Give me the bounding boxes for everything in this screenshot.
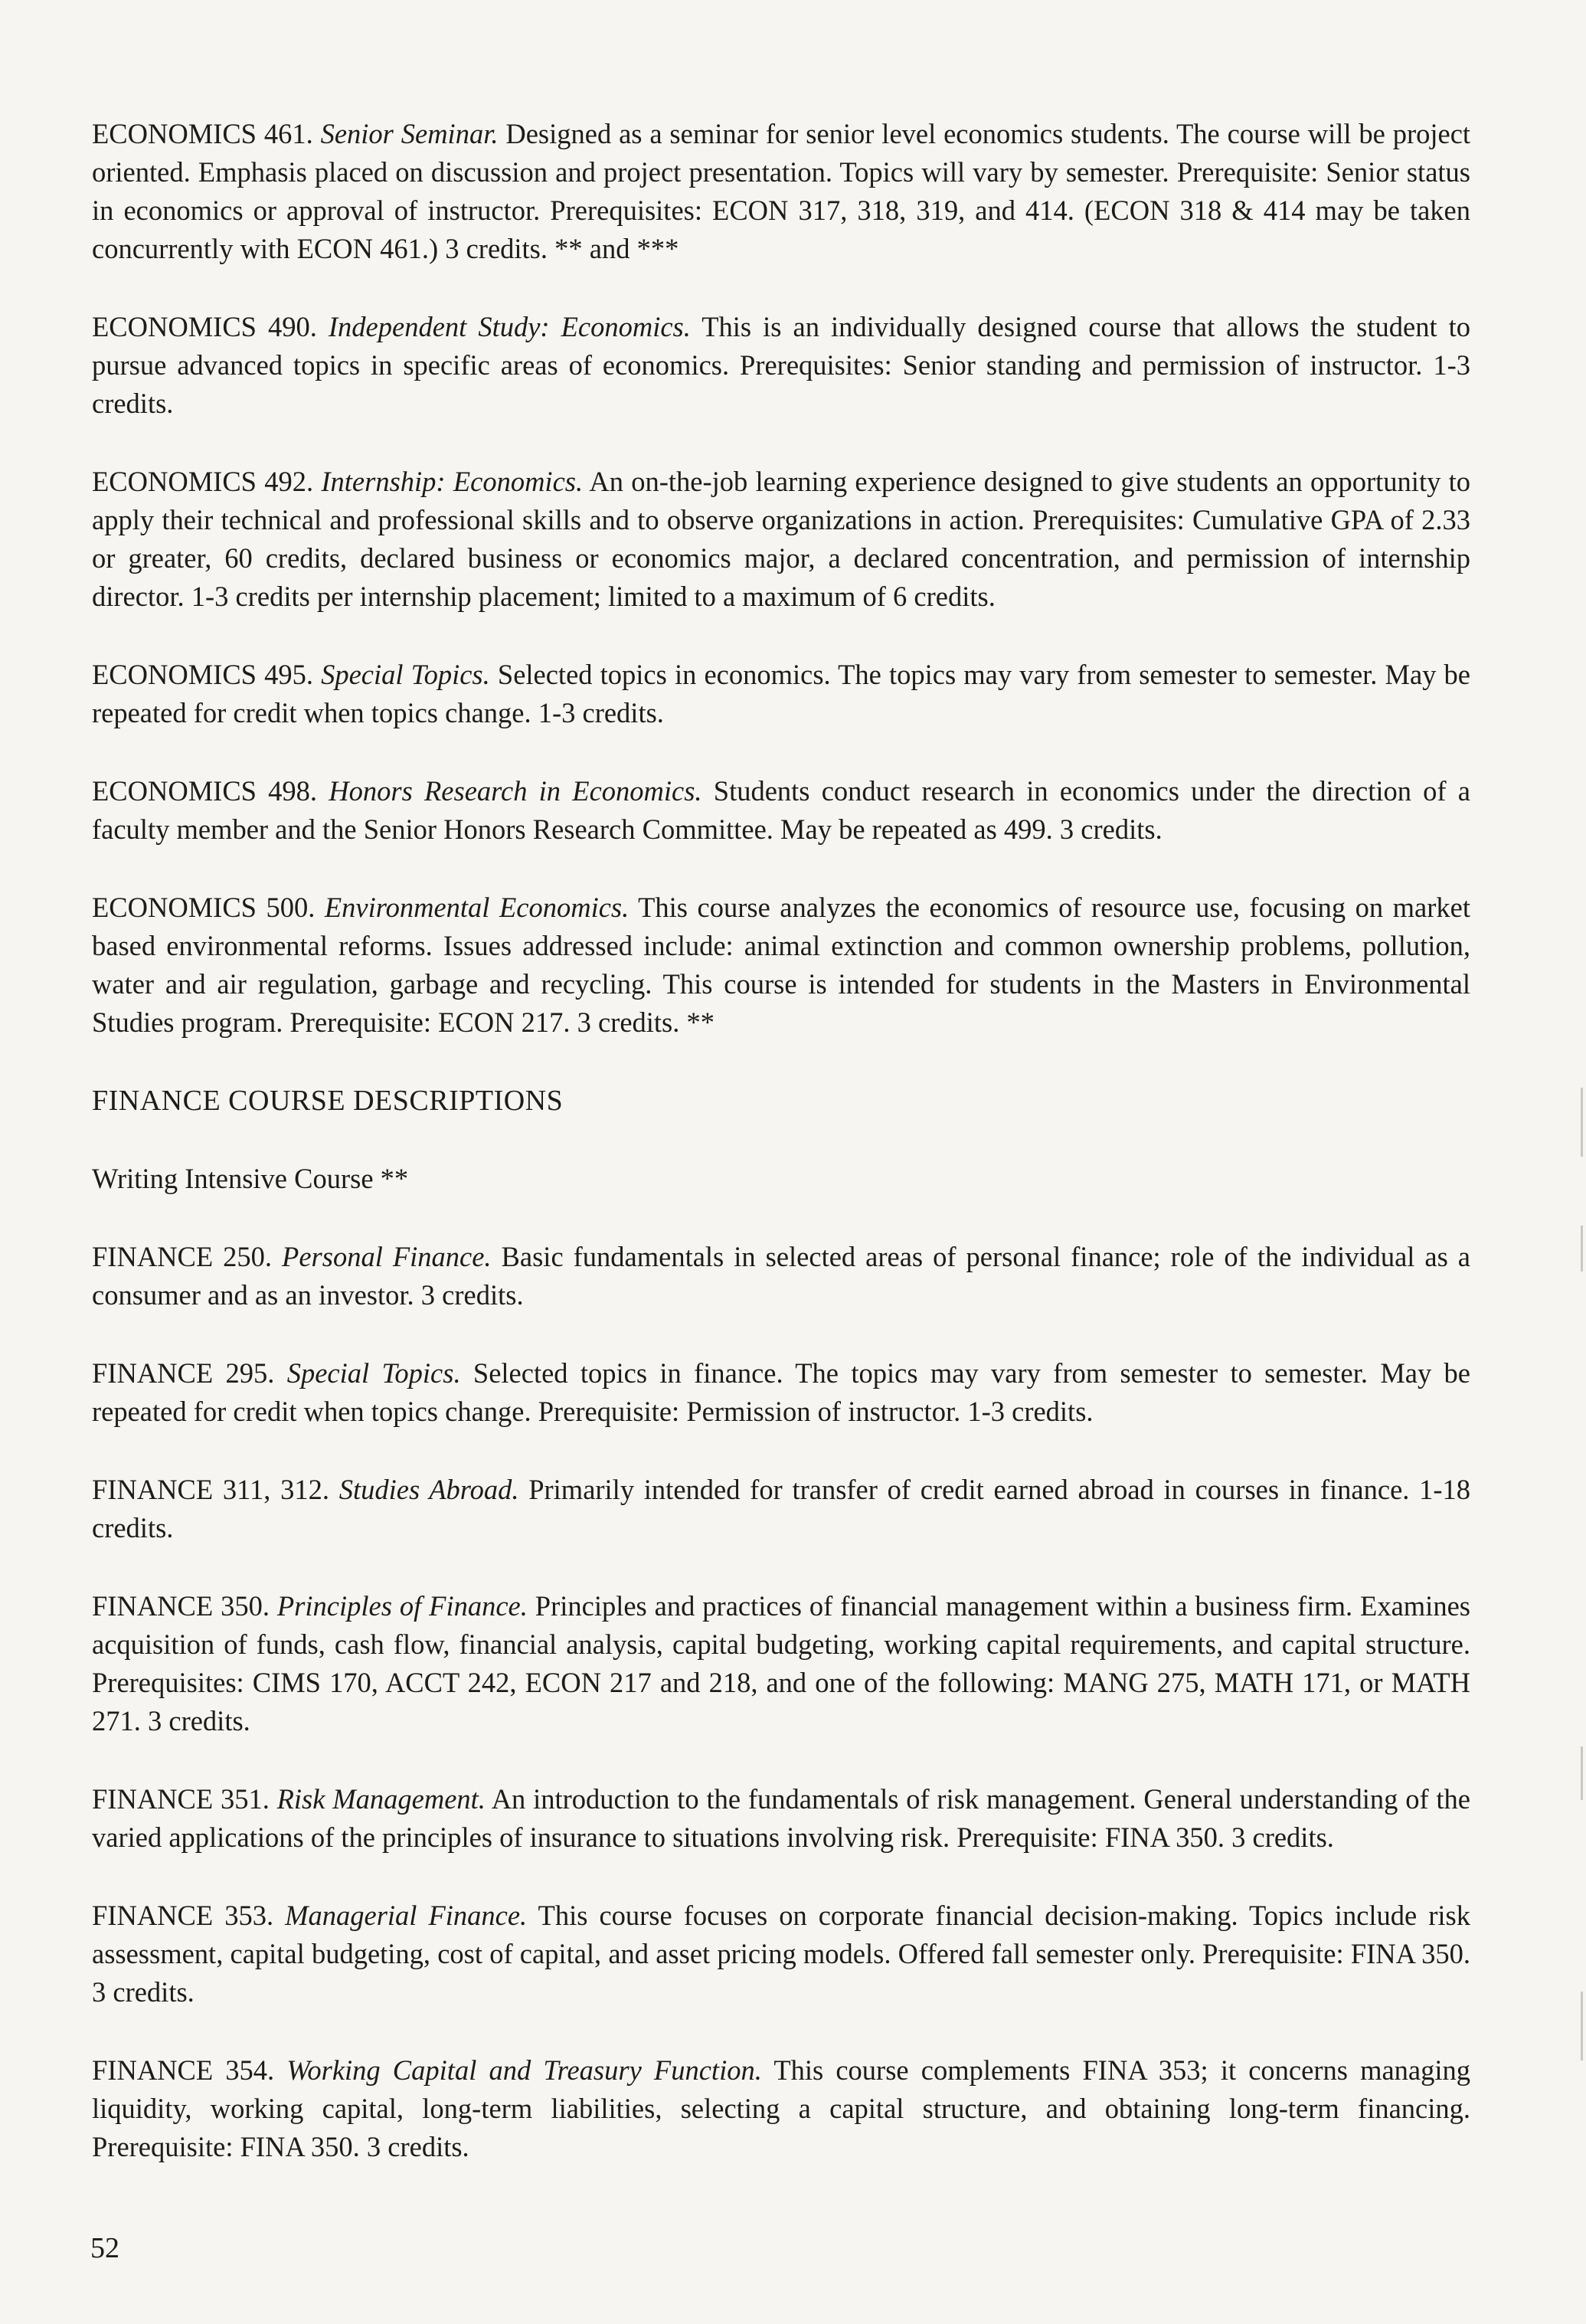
course-description: Designed as a seminar for senior level economics students. The course will be project oriented. Emphasis placed on discussion and project presentation. Topics will vary by semester. Prerequisite: Senior status in economics or approval of instructor. Prerequisites: ECON 317, 318, 319, and 414. (ECON 318 & 414 may be taken concurrently with ECON 461.) 3 credits. ** and *** bbox=[92, 118, 1471, 264]
course-id: ECONOMICS 498. bbox=[92, 775, 318, 807]
course-entry-fina-351 bbox=[92, 1780, 1470, 1857]
course-description: Principles and practices of financial management within a business firm. Examines acquisition of funds, cash flow, financial analysis, capital budgeting, working capital requirements, and capital structure. Prerequisites: CIMS 170, ACCT 242, ECON 217 and 218, and one of the following: MANG 275, MATH 171, or MATH 271. 3 credits. bbox=[92, 1590, 1470, 1736]
scan-edge-mark bbox=[1581, 1088, 1583, 1157]
scan-edge-mark bbox=[1581, 1746, 1583, 1800]
course-title: Environmental Economics. bbox=[324, 892, 629, 923]
course-description: An introduction to the fundamentals of risk management. General understanding of the varied applications of the principles of insurance to situations involving risk. Prerequisite: FINA 350. 3 credits. bbox=[92, 1783, 1470, 1853]
course-title: Internship: Economics. bbox=[321, 466, 584, 497]
course-description: An on-the-job learning experience designed to give students an opportunity to apply their technical and professional skills and to observe organizations in action. Prerequisites: Cumulative GPA of 2.33 or greater, 60 credits, declared business or economics major, a declared concentration, and permission of internship director. 1-3 credits per internship placement; limited to a maximum of 6 credits. bbox=[92, 466, 1470, 612]
course-title: Managerial Finance. bbox=[285, 1900, 528, 1931]
course-entry-fina-250 bbox=[92, 1238, 1470, 1314]
course-title: Honors Research in Economics. bbox=[329, 775, 702, 807]
course-title: Independent Study: Economics. bbox=[328, 311, 691, 342]
course-id: ECONOMICS 461. bbox=[92, 118, 313, 149]
course-description: Students conduct research in economics under the direction of a faculty member and the Senior Honors Research Committee. May be repeated as 499. 3 credits. bbox=[92, 775, 1471, 845]
course-title: Personal Finance. bbox=[282, 1241, 492, 1272]
course-id: FINANCE 250. bbox=[92, 1241, 273, 1272]
course-id: FINANCE 311, 312. bbox=[92, 1474, 329, 1505]
course-entry-fina-353 bbox=[92, 1897, 1470, 2011]
scan-edge-mark bbox=[1581, 1226, 1583, 1272]
course-title: Special Topics. bbox=[321, 659, 490, 690]
course-description: This course complements FINA 353; it concerns managing liquidity, working capital, long-term liabilities, selecting a capital structure, and obtaining long-term financing. Prerequisite: FINA 350. 3 credits. bbox=[92, 2054, 1471, 2162]
course-id: ECONOMICS 490. bbox=[92, 311, 317, 342]
course-title: Studies Abroad. bbox=[338, 1474, 519, 1505]
course-description: Basic fundamentals in selected areas of personal finance; role of the individual as a consumer and as an investor. 3 credits. bbox=[92, 1241, 1470, 1311]
course-entry-fina-350 bbox=[92, 1587, 1470, 1740]
scan-edge-mark bbox=[1581, 1992, 1583, 2061]
course-title: Senior Seminar. bbox=[320, 118, 499, 149]
course-entry-fina-295 bbox=[92, 1354, 1470, 1431]
course-id: FINANCE 354. bbox=[92, 2054, 275, 2086]
course-entry-econ-492 bbox=[92, 463, 1470, 616]
course-entry-econ-490 bbox=[92, 308, 1470, 423]
course-id: ECONOMICS 492. bbox=[92, 466, 314, 497]
course-id: FINANCE 295. bbox=[92, 1357, 275, 1389]
course-description: Selected topics in finance. The topics may vary from semester to semester. May be repeated for credit when topics change. Prerequisite: Permission of instructor. 1-3 credits. bbox=[92, 1357, 1470, 1427]
course-description: This is an individually designed course that allows the student to pursue advanced topics in specific areas of economics. Prerequisites: Senior standing and permission of instructor. 1-3 credits. bbox=[92, 311, 1471, 419]
writing-intensive-note: Writing Intensive Course ** bbox=[92, 1163, 409, 1194]
course-entry-econ-461 bbox=[92, 115, 1470, 268]
course-entry-econ-500 bbox=[92, 889, 1470, 1042]
section-heading: FINANCE COURSE DESCRIPTIONS bbox=[92, 1085, 564, 1117]
course-entry-econ-495 bbox=[92, 656, 1470, 732]
course-entry-fina-354 bbox=[92, 2051, 1470, 2166]
course-description: Selected topics in economics. The topics may vary from semester to semester. May be repeated for credit when topics change. 1-3 credits. bbox=[92, 659, 1471, 728]
course-description: This course focuses on corporate financial decision-making. Topics include risk assessment, capital budgeting, cost of capital, and asset pricing models. Offered fall semester only. Prerequisite: FINA 350. 3 credits. bbox=[92, 1900, 1471, 2008]
course-id: FINANCE 353. bbox=[92, 1900, 274, 1931]
course-title: Special Topics. bbox=[286, 1357, 461, 1389]
course-descriptions bbox=[92, 115, 1470, 2206]
course-id: ECONOMICS 500. bbox=[92, 892, 316, 923]
course-id: ECONOMICS 495. bbox=[92, 659, 313, 690]
course-entry-fina-311-312 bbox=[92, 1471, 1470, 1547]
course-title: Risk Management. bbox=[276, 1783, 486, 1815]
course-description: This course analyzes the economics of resource use, focusing on market based environmental reforms. Issues addressed include: animal extinction and common ownership problems, pollution, water and air regulation, garbage and recycling. This course is intended for students in the Masters in Environmental Studies program. Prerequisite: ECON 217. 3 credits. ** bbox=[92, 892, 1471, 1038]
course-id: FINANCE 351. bbox=[92, 1783, 270, 1815]
course-entry-econ-498 bbox=[92, 772, 1470, 849]
course-title: Principles of Finance. bbox=[276, 1590, 528, 1622]
course-title: Working Capital and Treasury Function. bbox=[286, 2054, 762, 2086]
course-id: FINANCE 350. bbox=[92, 1590, 270, 1622]
course-description: Primarily intended for transfer of credit earned abroad in courses in finance. 1-18 credits. bbox=[92, 1474, 1471, 1543]
page-number: 52 bbox=[90, 2232, 119, 2264]
